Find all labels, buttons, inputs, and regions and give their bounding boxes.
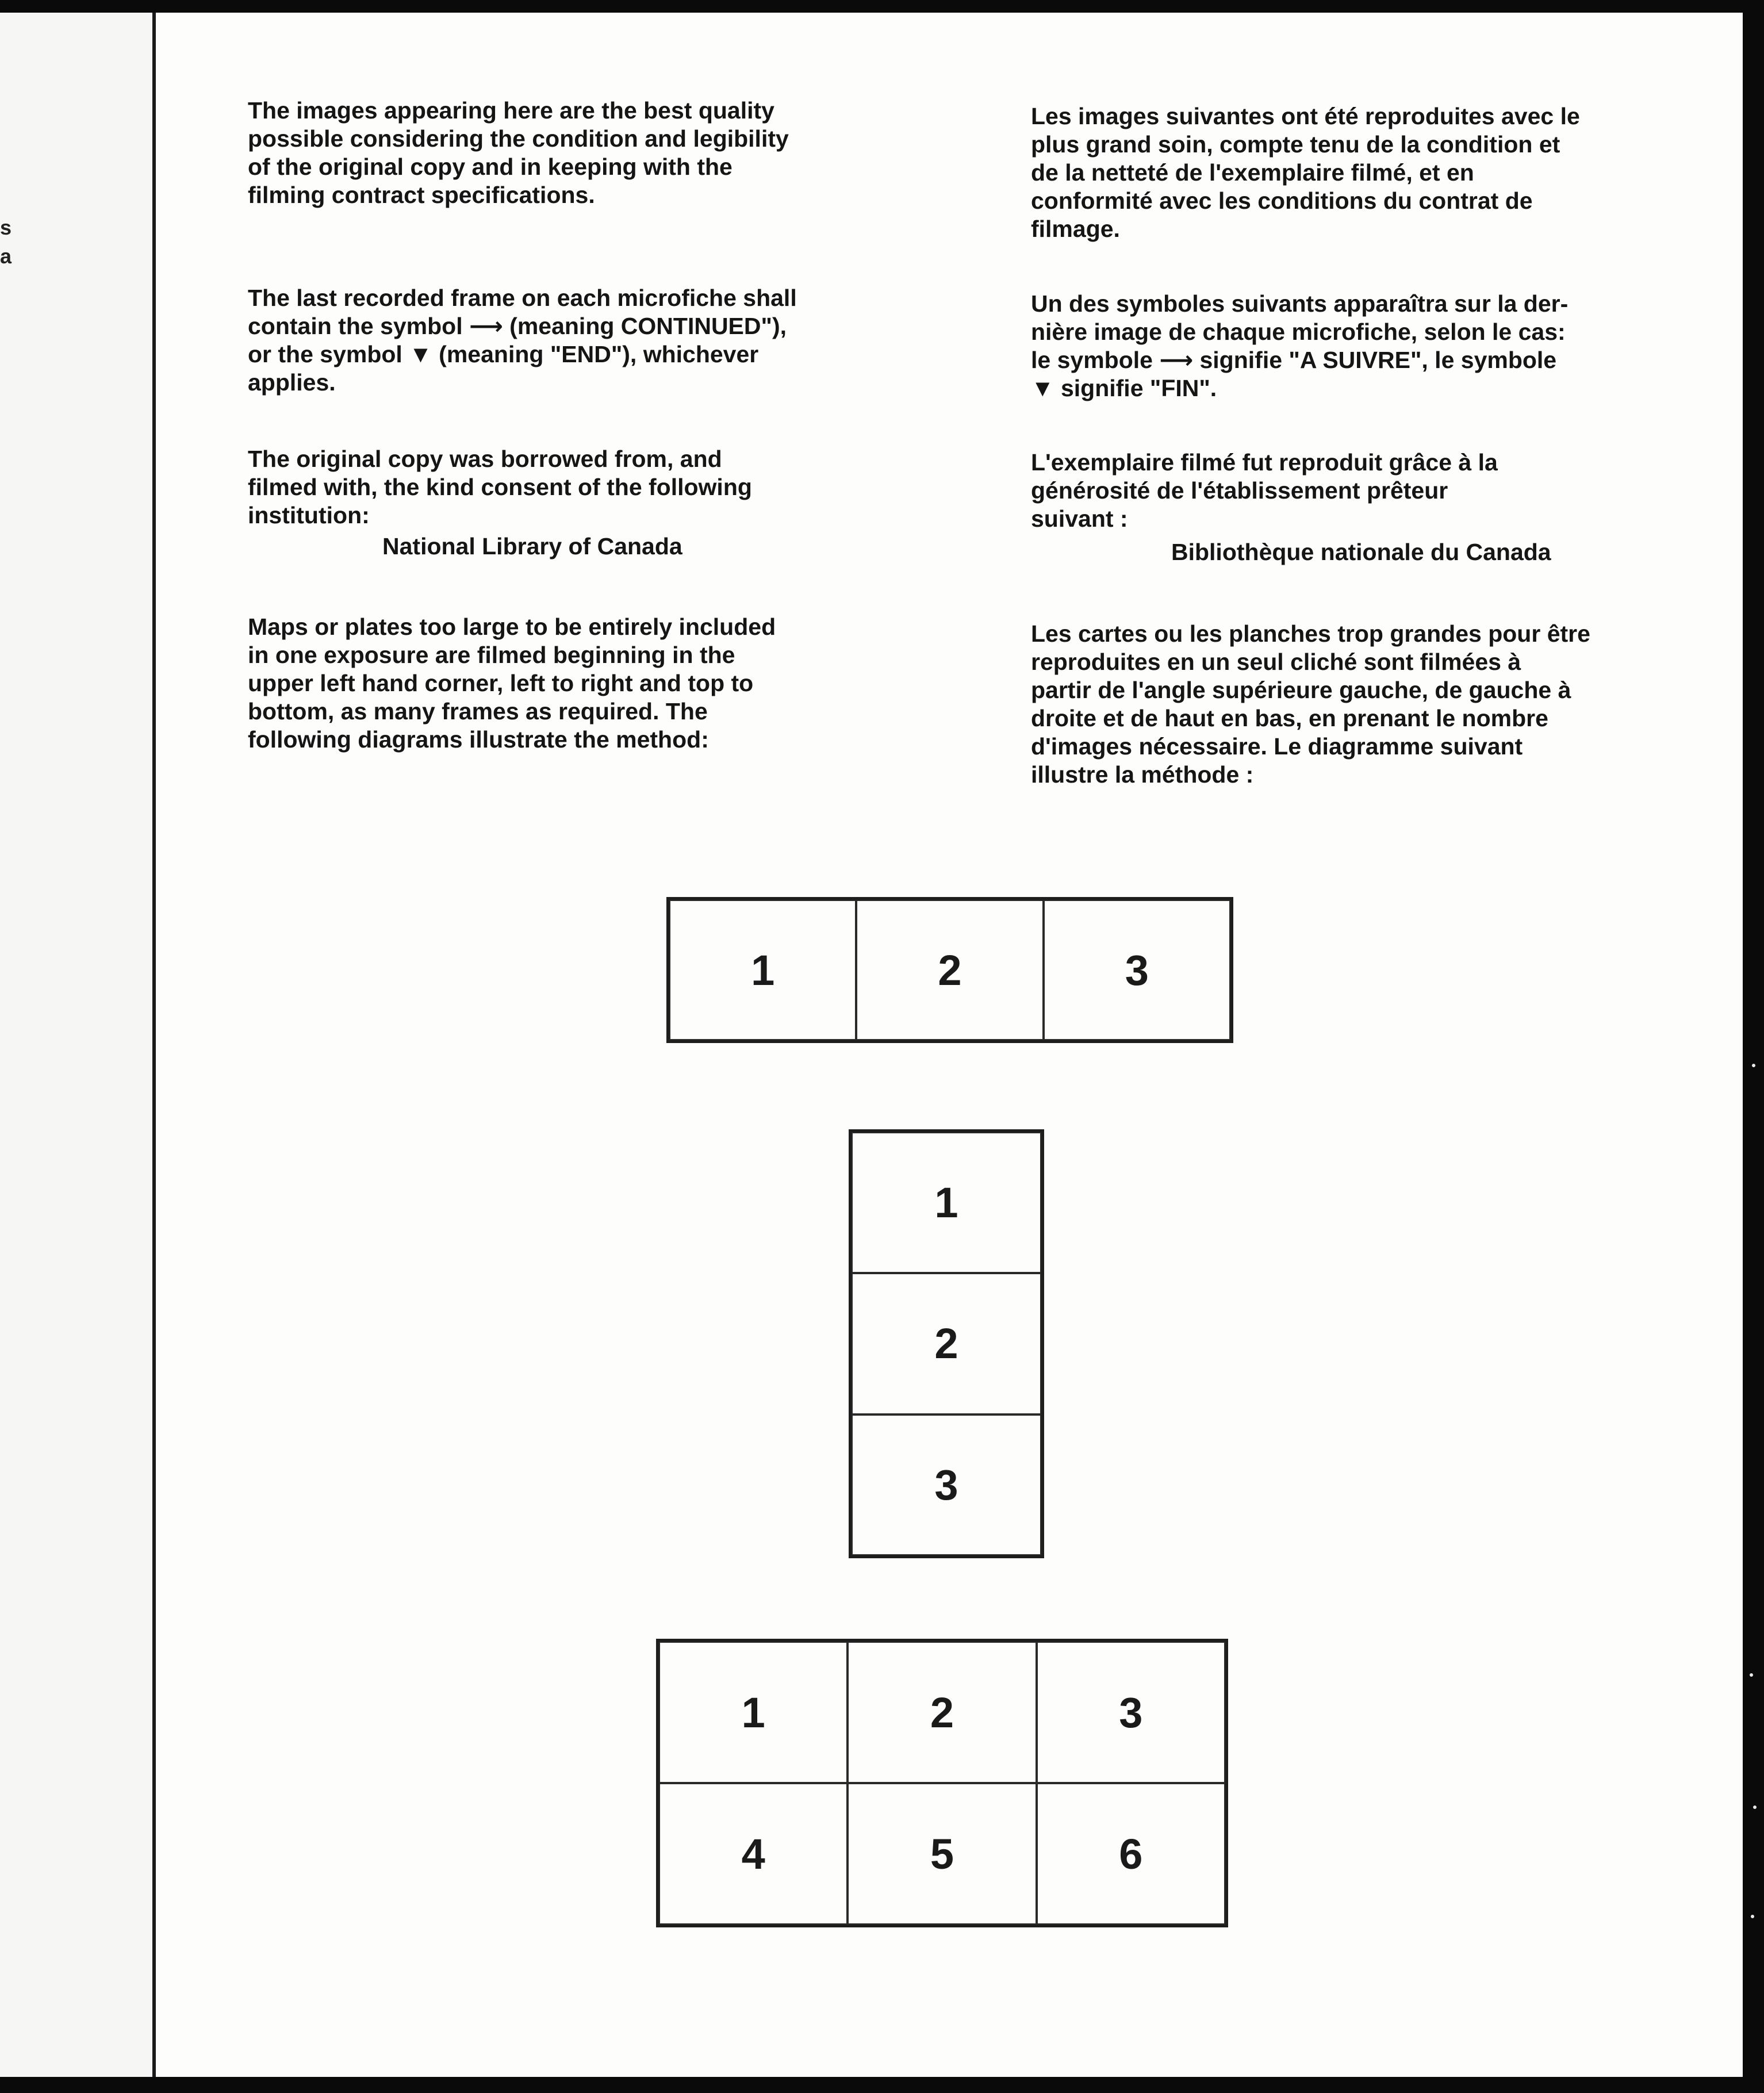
frame-cell: 3 bbox=[1037, 1642, 1225, 1783]
frame-cell: 1 bbox=[852, 1132, 1041, 1273]
diagram-column-frames bbox=[849, 1129, 1044, 1558]
scan-speck bbox=[1753, 1805, 1757, 1809]
english-quality-text: The images appearing here are the best quality possible considering the condition and legibility of the original copy and in keeping with the filming contract specifications. bbox=[248, 97, 789, 208]
french-borrowed-text: L'exemplaire filmé fut reproduit grâce à la générosité de l'établissement prêteur suivant : bbox=[1031, 449, 1498, 532]
french-quality-text: Les images suivantes ont été reproduites avec le plus grand soin, compte tenu de la condition et de la netteté de l'exemplaire filmé, et en conformité avec les conditions du contrat de filmage. bbox=[1031, 103, 1580, 242]
frame-cell: 4 bbox=[659, 1783, 848, 1925]
scan-top-border bbox=[0, 0, 1764, 13]
scan-speck bbox=[1751, 1915, 1754, 1918]
frame-cell: 5 bbox=[848, 1783, 1036, 1925]
french-maps-text: Les cartes ou les planches trop grandes pour être reproduites en un seul cliché sont filmées à partir de l'angle supérieure gauche, de gauche à droite et de haut en bas, en prenant le nombre d'images nécessaire. Le diagramme suivant illustre la méthode : bbox=[1031, 620, 1590, 788]
english-institution-name: National Library of Canada bbox=[382, 533, 682, 559]
frame-cell: 1 bbox=[669, 900, 856, 1040]
diagram-grid-frames bbox=[656, 1639, 1228, 1927]
frame-cell: 2 bbox=[848, 1642, 1036, 1783]
frame-cell: 2 bbox=[852, 1273, 1041, 1414]
frame-cell: 6 bbox=[1037, 1783, 1225, 1925]
frame-cell: 3 bbox=[852, 1414, 1041, 1555]
scan-speck bbox=[1752, 1064, 1755, 1067]
frame-cell: 1 bbox=[659, 1642, 848, 1783]
left-page-fragment: s bbox=[0, 216, 12, 239]
french-institution-name: Bibliothèque nationale du Canada bbox=[1171, 539, 1551, 565]
scan-right-border bbox=[1743, 0, 1764, 2093]
frame-cell: 3 bbox=[1044, 900, 1230, 1040]
scan-bottom-border bbox=[0, 2077, 1764, 2093]
diagram-row-frames bbox=[666, 897, 1233, 1043]
frame-cell: 2 bbox=[856, 900, 1043, 1040]
left-page-fragment: a bbox=[0, 244, 12, 268]
scan-speck bbox=[1750, 1673, 1753, 1677]
english-symbols-text: The last recorded frame on each microfiche shall contain the symbol ⟶ (meaning CONTINUED"), or the symbol ▼ (meaning "END"), whichever applies. bbox=[248, 285, 797, 396]
adjacent-page-edge bbox=[0, 13, 152, 2077]
french-symbols-text: Un des symboles suivants apparaîtra sur la der- nière image de chaque microfiche, selon le cas: le symbole ⟶ signifie "A SUIVRE", le symbole ▼ signifie "FIN". bbox=[1031, 290, 1569, 401]
document-page bbox=[156, 13, 1743, 2077]
english-maps-text: Maps or plates too large to be entirely included in one exposure are filmed beginning in the upper left hand corner, left to right and top to bottom, as many frames as required. The following diagrams illustrate the method: bbox=[248, 614, 776, 753]
english-borrowed-text: The original copy was borrowed from, and filmed with, the kind consent of the following institution: bbox=[248, 446, 752, 528]
